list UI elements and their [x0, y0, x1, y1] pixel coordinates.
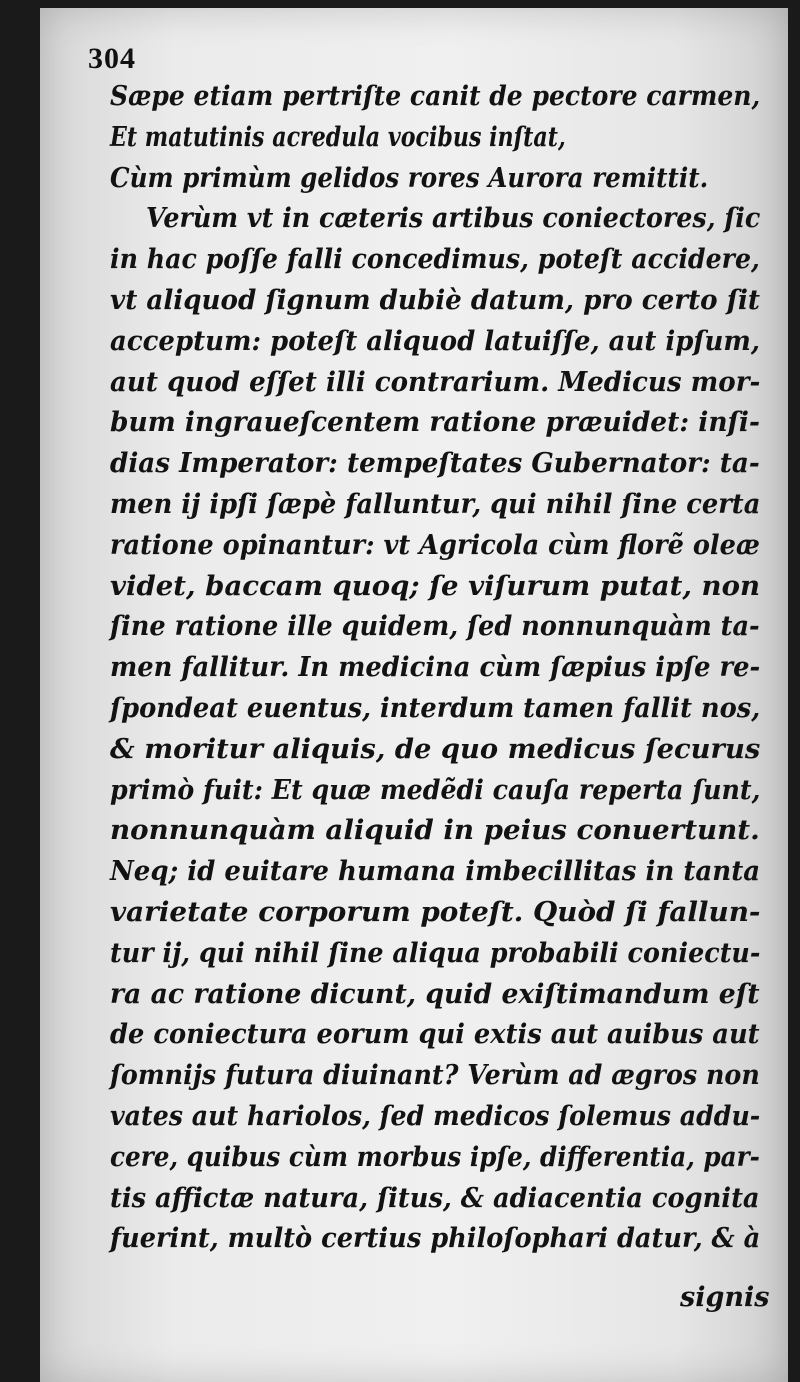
text-line: ſpondeat euentus, interdum tamen fallit nos,	[110, 693, 761, 724]
text-line: Neq; id euitare humana imbecillitas in tanta	[110, 856, 761, 888]
text-line: dias Imperator: tempeſtates Gubernator: ta-	[110, 448, 760, 480]
catchword: signis	[680, 1282, 770, 1313]
text-line: vates aut hariolos, ſed medicos ſolemus addu-	[110, 1101, 761, 1132]
text-line: Et matutinis acredula vocibus inſtat,	[110, 121, 566, 153]
text-line: ratione opinantur: vt Agricola cùm florẽ oleæ	[110, 529, 760, 561]
text-line: fuerint, multò certius philoſophari datur, & à	[110, 1223, 761, 1255]
text-line: Sæpe etiam pertriſte canit de pectore carmen,	[110, 81, 761, 112]
text-line: aut quod eſſet illi contrarium. Medicus mor-	[110, 366, 761, 398]
text-line: in hac poſſe falli concedimus, poteſt accidere,	[110, 244, 760, 276]
text-line: videt, baccam quoq; ſe viſurum putat, non	[110, 570, 760, 602]
text-line: men fallitur. In medicina cùm ſæpius ipſe re-	[110, 652, 761, 684]
text-line: bum ingraueſcentem ratione præuidet: inſi-	[110, 407, 760, 439]
page-number: 304	[88, 42, 136, 75]
text-line: varietate corporum poteſt. Quòd ſi fallun-	[110, 897, 761, 928]
text-line: acceptum: poteſt aliquod latuiſſe, aut ipſum,	[110, 325, 760, 357]
text-line: ra ac ratione dicunt, quid exiſtimandum eſt	[110, 978, 760, 1010]
text-line: ſine ratione ille quidem, ſed nonnunquàm ta-	[110, 611, 760, 643]
text-line: tis affictæ natura, ſitus, & adiacentia cognita	[110, 1182, 760, 1214]
text-line: tur ij, qui nihil ſine aliqua probabili coniectu-	[110, 937, 761, 969]
text-line: vt aliquod ſignum dubiè datum, pro certo ſit	[110, 285, 760, 316]
text-line: & moritur aliquis, de quo medicus ſecurus	[110, 733, 761, 765]
text-line: ſomnijs futura diuinant? Verùm ad ægros non	[110, 1060, 760, 1092]
text-line: Verùm vt in cæteris artibus coniectores, ſic	[146, 203, 761, 235]
text-line: primò fuit: Et quæ medẽdi cauſa reperta ſunt,	[110, 774, 761, 806]
text-line: cere, quibus cùm morbus ipſe, differentia, par-	[110, 1141, 760, 1173]
text-line: men ij ipſi ſæpè falluntur, qui nihil ſine certa	[110, 489, 761, 520]
text-line: nonnunquàm aliquid in peius conuertunt.	[110, 815, 760, 847]
text-line: de coniectura eorum qui extis aut auibus aut	[110, 1019, 760, 1051]
text-line: Cùm primùm gelidos rores Aurora remittit.	[110, 162, 709, 194]
